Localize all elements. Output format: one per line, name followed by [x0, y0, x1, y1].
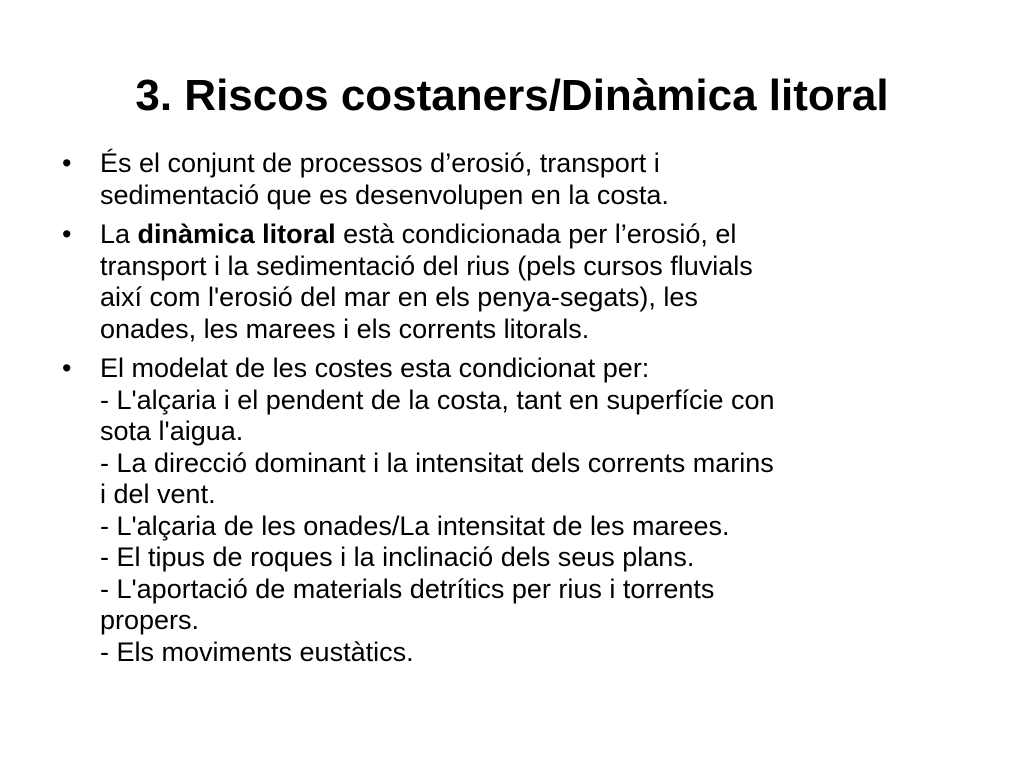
bullet-subitem-line: propers.	[100, 605, 200, 635]
bullet-marker: •	[62, 353, 72, 383]
bullet-text-line: El modelat de les costes esta condicionat per:	[100, 353, 650, 383]
bullet-item-dinamica	[58, 219, 978, 345]
bullet-text-line: onades, les marees i els corrents litorals.	[100, 313, 590, 344]
bullet-text-line: sedimentació que es desenvolupen en la costa.	[100, 179, 669, 210]
bullet-subitem-line: - L'aportació de materials detrítics per rius i torrents	[100, 573, 715, 604]
bullet-text-line	[100, 219, 978, 251]
bullet-subitem-line: sota l'aigua.	[100, 416, 244, 446]
bullet-marker: •	[62, 148, 72, 178]
bullet-subitem-line: - L'alçaria i el pendent de la costa, tant en superfície con	[100, 384, 775, 415]
bullet-text-line: transport i la sedimentació del rius (pels cursos fluvials	[100, 250, 753, 281]
bullet-text-line: així com l'erosió del mar en els penya-segats), les	[100, 282, 698, 312]
bullet-item-definition	[58, 148, 978, 211]
slide-title: 3. Riscos costaners/Dinàmica litoral	[135, 71, 889, 120]
bullet-text-suffix: està condicionada per l’erosió, el	[335, 219, 737, 249]
bullet-subitem-line: - La direcció dominant i la intensitat dels corrents marins	[100, 447, 774, 478]
bullet-text-line: És el conjunt de processos d’erosió, transport i	[100, 148, 660, 178]
bullet-text-prefix: La	[100, 219, 138, 249]
bullet-subitem-line: - El tipus de roques i la inclinació dels seus plans.	[100, 542, 695, 572]
bullet-list	[58, 148, 978, 676]
bold-term: dinàmica litoral	[137, 219, 336, 249]
bullet-subitem-line: i del vent.	[100, 479, 216, 509]
bullet-subitem-line: - Els moviments eustàtics.	[100, 636, 414, 667]
bullet-marker: •	[62, 219, 72, 249]
bullet-item-modelat	[58, 353, 978, 668]
bullet-subitem-line: - L'alçaria de les onades/La intensitat de les marees.	[100, 510, 730, 541]
